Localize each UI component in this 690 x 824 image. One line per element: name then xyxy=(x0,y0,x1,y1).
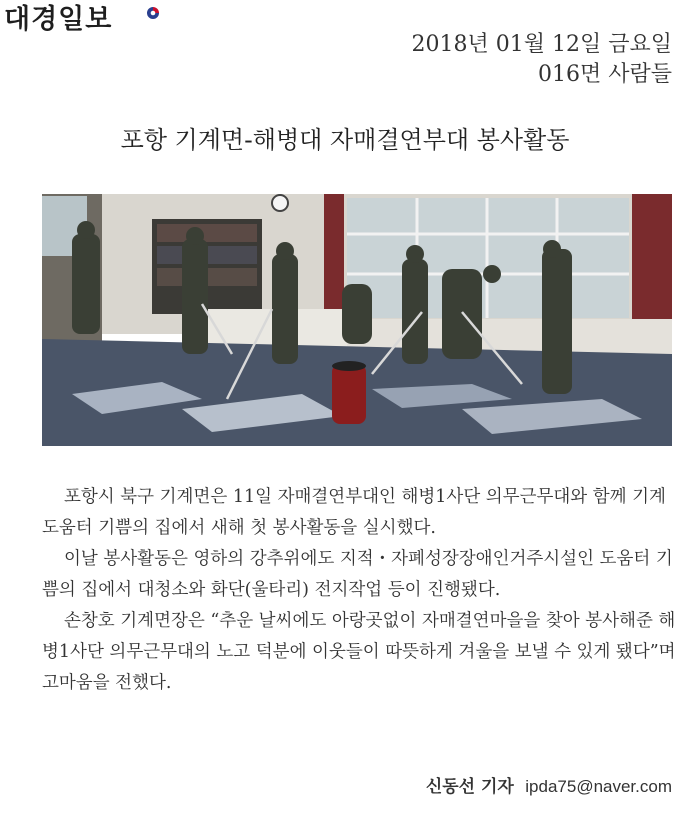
article-paragraph: 포항시 북구 기계면은 11일 자매결연부대인 해병1사단 의무근무대와 함께 기계 도움터 기쁨의 집에서 새해 첫 봉사활동을 실시했다. xyxy=(42,487,666,538)
page-section: 016면 사람들 xyxy=(538,62,672,87)
dateline xyxy=(412,30,672,90)
newspaper-logo: 대경일보 xyxy=(4,4,113,35)
article-headline: 포항 기계면-해병대 자매결연부대 봉사활동 xyxy=(120,126,570,154)
article-paragraph: 손창호 기계면장은 “추운 날씨에도 아랑곳없이 자매결연마을을 찾아 봉사해준 해병1사단 의무근무대의 노고 덕분에 이웃들이 따뜻하게 겨울을 보낼 수 있게 됐다”며 고마움을 전했다. xyxy=(42,611,676,693)
article-paragraph: 이날 봉사활동은 영하의 강추위에도 지적・자폐성장장애인거주시설인 도움터 기쁨의 집에서 대청소와 화단(울타리) 전지작업 등이 진행됐다. xyxy=(42,549,673,600)
article-photo xyxy=(42,194,672,446)
article-body xyxy=(42,482,682,699)
logo-emblem-icon xyxy=(146,6,160,20)
byline xyxy=(426,772,672,797)
reporter-name: 신동선 기자 xyxy=(425,777,514,797)
masthead xyxy=(4,2,112,38)
reporter-email: ipda75@naver.com xyxy=(525,777,672,796)
publish-date: 2018년 01월 12일 금요일 xyxy=(411,32,672,57)
